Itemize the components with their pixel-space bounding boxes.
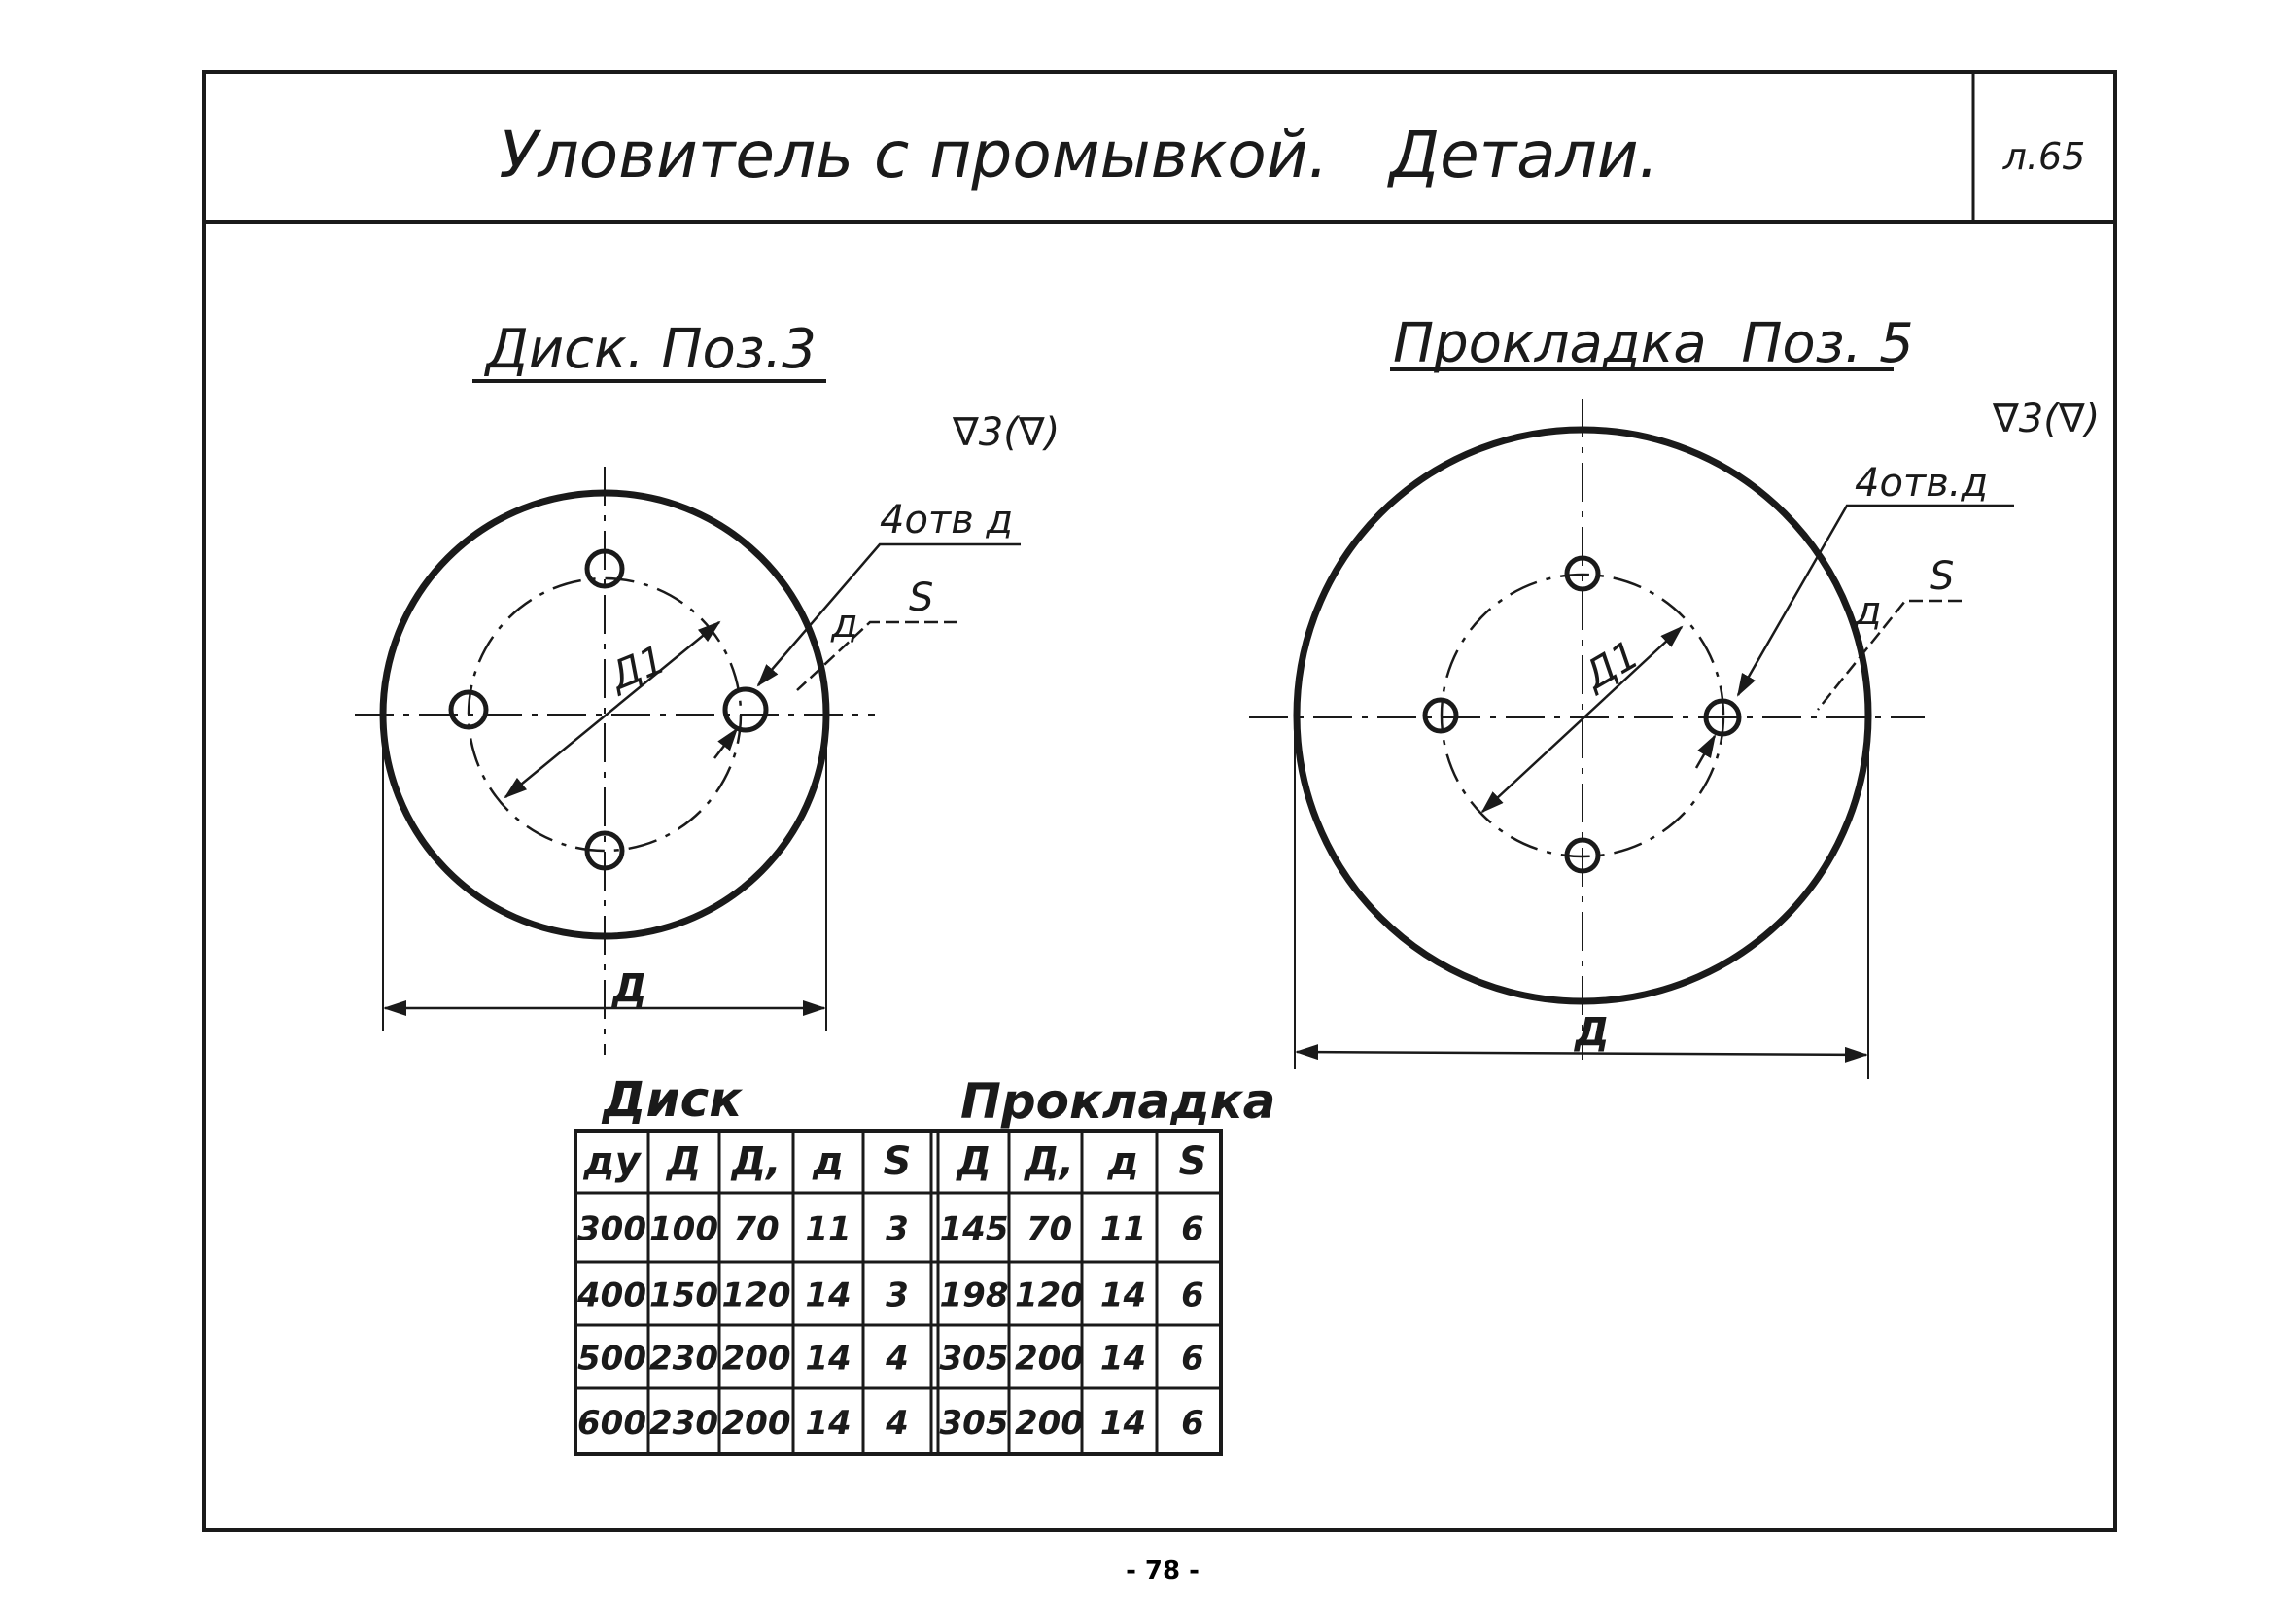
disk-d-label: Д [612, 966, 647, 1011]
table-cell: 305 [939, 1404, 1009, 1443]
table-cell: 200 [721, 1404, 791, 1443]
disk-d1-label: Д1 [604, 637, 673, 700]
dimensions-table [575, 1071, 1275, 1454]
table-cell: 6 [1181, 1404, 1204, 1443]
table-cell: 70 [733, 1209, 780, 1249]
disk-view [355, 318, 1060, 1055]
disk-caption: Диск. Поз.3 [486, 318, 817, 381]
table-header-cell: Д [957, 1139, 991, 1184]
table-cell: 120 [721, 1275, 791, 1315]
gasket-thickness-leader [1818, 601, 1962, 710]
table-header-cell: S [883, 1139, 912, 1184]
table-header-cell: д [812, 1139, 845, 1184]
table-header-cell: д [1107, 1139, 1139, 1184]
table-cell: 4 [886, 1339, 909, 1379]
gasket-d-label: Д [1575, 1010, 1610, 1055]
table-cell: 230 [649, 1404, 718, 1443]
table-cell: 500 [577, 1339, 646, 1379]
gasket-roughness-symbol: ∇3(∇) [1993, 397, 2101, 441]
gasket-holes-leader-tail [1696, 736, 1715, 768]
table-cell: 3 [886, 1275, 909, 1315]
sheet-number: л.65 [2002, 135, 2086, 178]
table-header-cell: Д, [731, 1139, 782, 1184]
table-cell: 14 [805, 1339, 852, 1379]
table-cell: 400 [577, 1275, 646, 1315]
table-cell: 14 [805, 1275, 852, 1315]
table-cell: 11 [1099, 1209, 1147, 1249]
table-header-cell: S [1178, 1139, 1207, 1184]
table-cell: 198 [939, 1275, 1009, 1315]
table-cell: 14 [1099, 1404, 1147, 1443]
table-group-disk: Диск [603, 1071, 743, 1128]
table-cell: 6 [1181, 1209, 1204, 1249]
gasket-d1-label: Д1 [1577, 632, 1648, 699]
disk-holes-note: 4отв д [880, 498, 1014, 542]
table-cell: 14 [1099, 1339, 1147, 1379]
table-cell: 4 [886, 1404, 909, 1443]
page-number: - 78 - [1126, 1556, 1200, 1586]
drawing-title: Уловитель с промывкой. Детали. [499, 118, 1659, 192]
table-cell: 300 [577, 1209, 646, 1249]
table-cells [576, 1139, 1206, 1443]
disk-thickness-letter: д [831, 602, 858, 646]
table-cell: 200 [1015, 1404, 1084, 1443]
table-cell: 145 [939, 1209, 1009, 1249]
disk-d1-dimension-line [505, 622, 719, 797]
disk-hole-right [725, 689, 766, 730]
gasket-view [1249, 312, 2100, 1079]
table-cell: 600 [577, 1404, 646, 1443]
disk-roughness-symbol: ∇3(∇) [953, 410, 1061, 455]
table-cell: 6 [1181, 1339, 1204, 1379]
gasket-thickness-letter: д [1855, 589, 1882, 634]
gasket-holes-note: 4отв.д [1855, 461, 1989, 506]
table-cell: 70 [1026, 1209, 1073, 1249]
table-cell: 11 [805, 1209, 852, 1249]
table-cell: 150 [649, 1275, 718, 1315]
gasket-caption: Прокладка Поз. 5 [1393, 312, 1914, 375]
table-cell: 120 [1015, 1275, 1084, 1315]
table-cell: 230 [649, 1339, 718, 1379]
table-header-cell: Д, [1025, 1139, 1074, 1184]
table-header-cell: Д [666, 1139, 702, 1184]
table-cell: 200 [1015, 1339, 1084, 1379]
disk-thickness-label: S [909, 576, 934, 620]
gasket-thickness-label: S [1930, 554, 1955, 599]
table-cell: 14 [1099, 1275, 1147, 1315]
sheet-frame [204, 72, 2115, 1530]
table-cell: 6 [1181, 1275, 1204, 1315]
table-header-cell: ду [583, 1139, 641, 1184]
disk-holes-leader [758, 544, 1021, 685]
table-cell: 305 [939, 1339, 1009, 1379]
disk-bolt-holes [451, 551, 766, 868]
table-cell: 100 [649, 1209, 718, 1249]
table-group-gasket: Прокладка [960, 1073, 1276, 1130]
disk-holes-leader-tail [714, 729, 737, 758]
table-cell: 3 [886, 1209, 909, 1249]
table-cell: 14 [805, 1404, 852, 1443]
table-cell: 200 [721, 1339, 791, 1379]
